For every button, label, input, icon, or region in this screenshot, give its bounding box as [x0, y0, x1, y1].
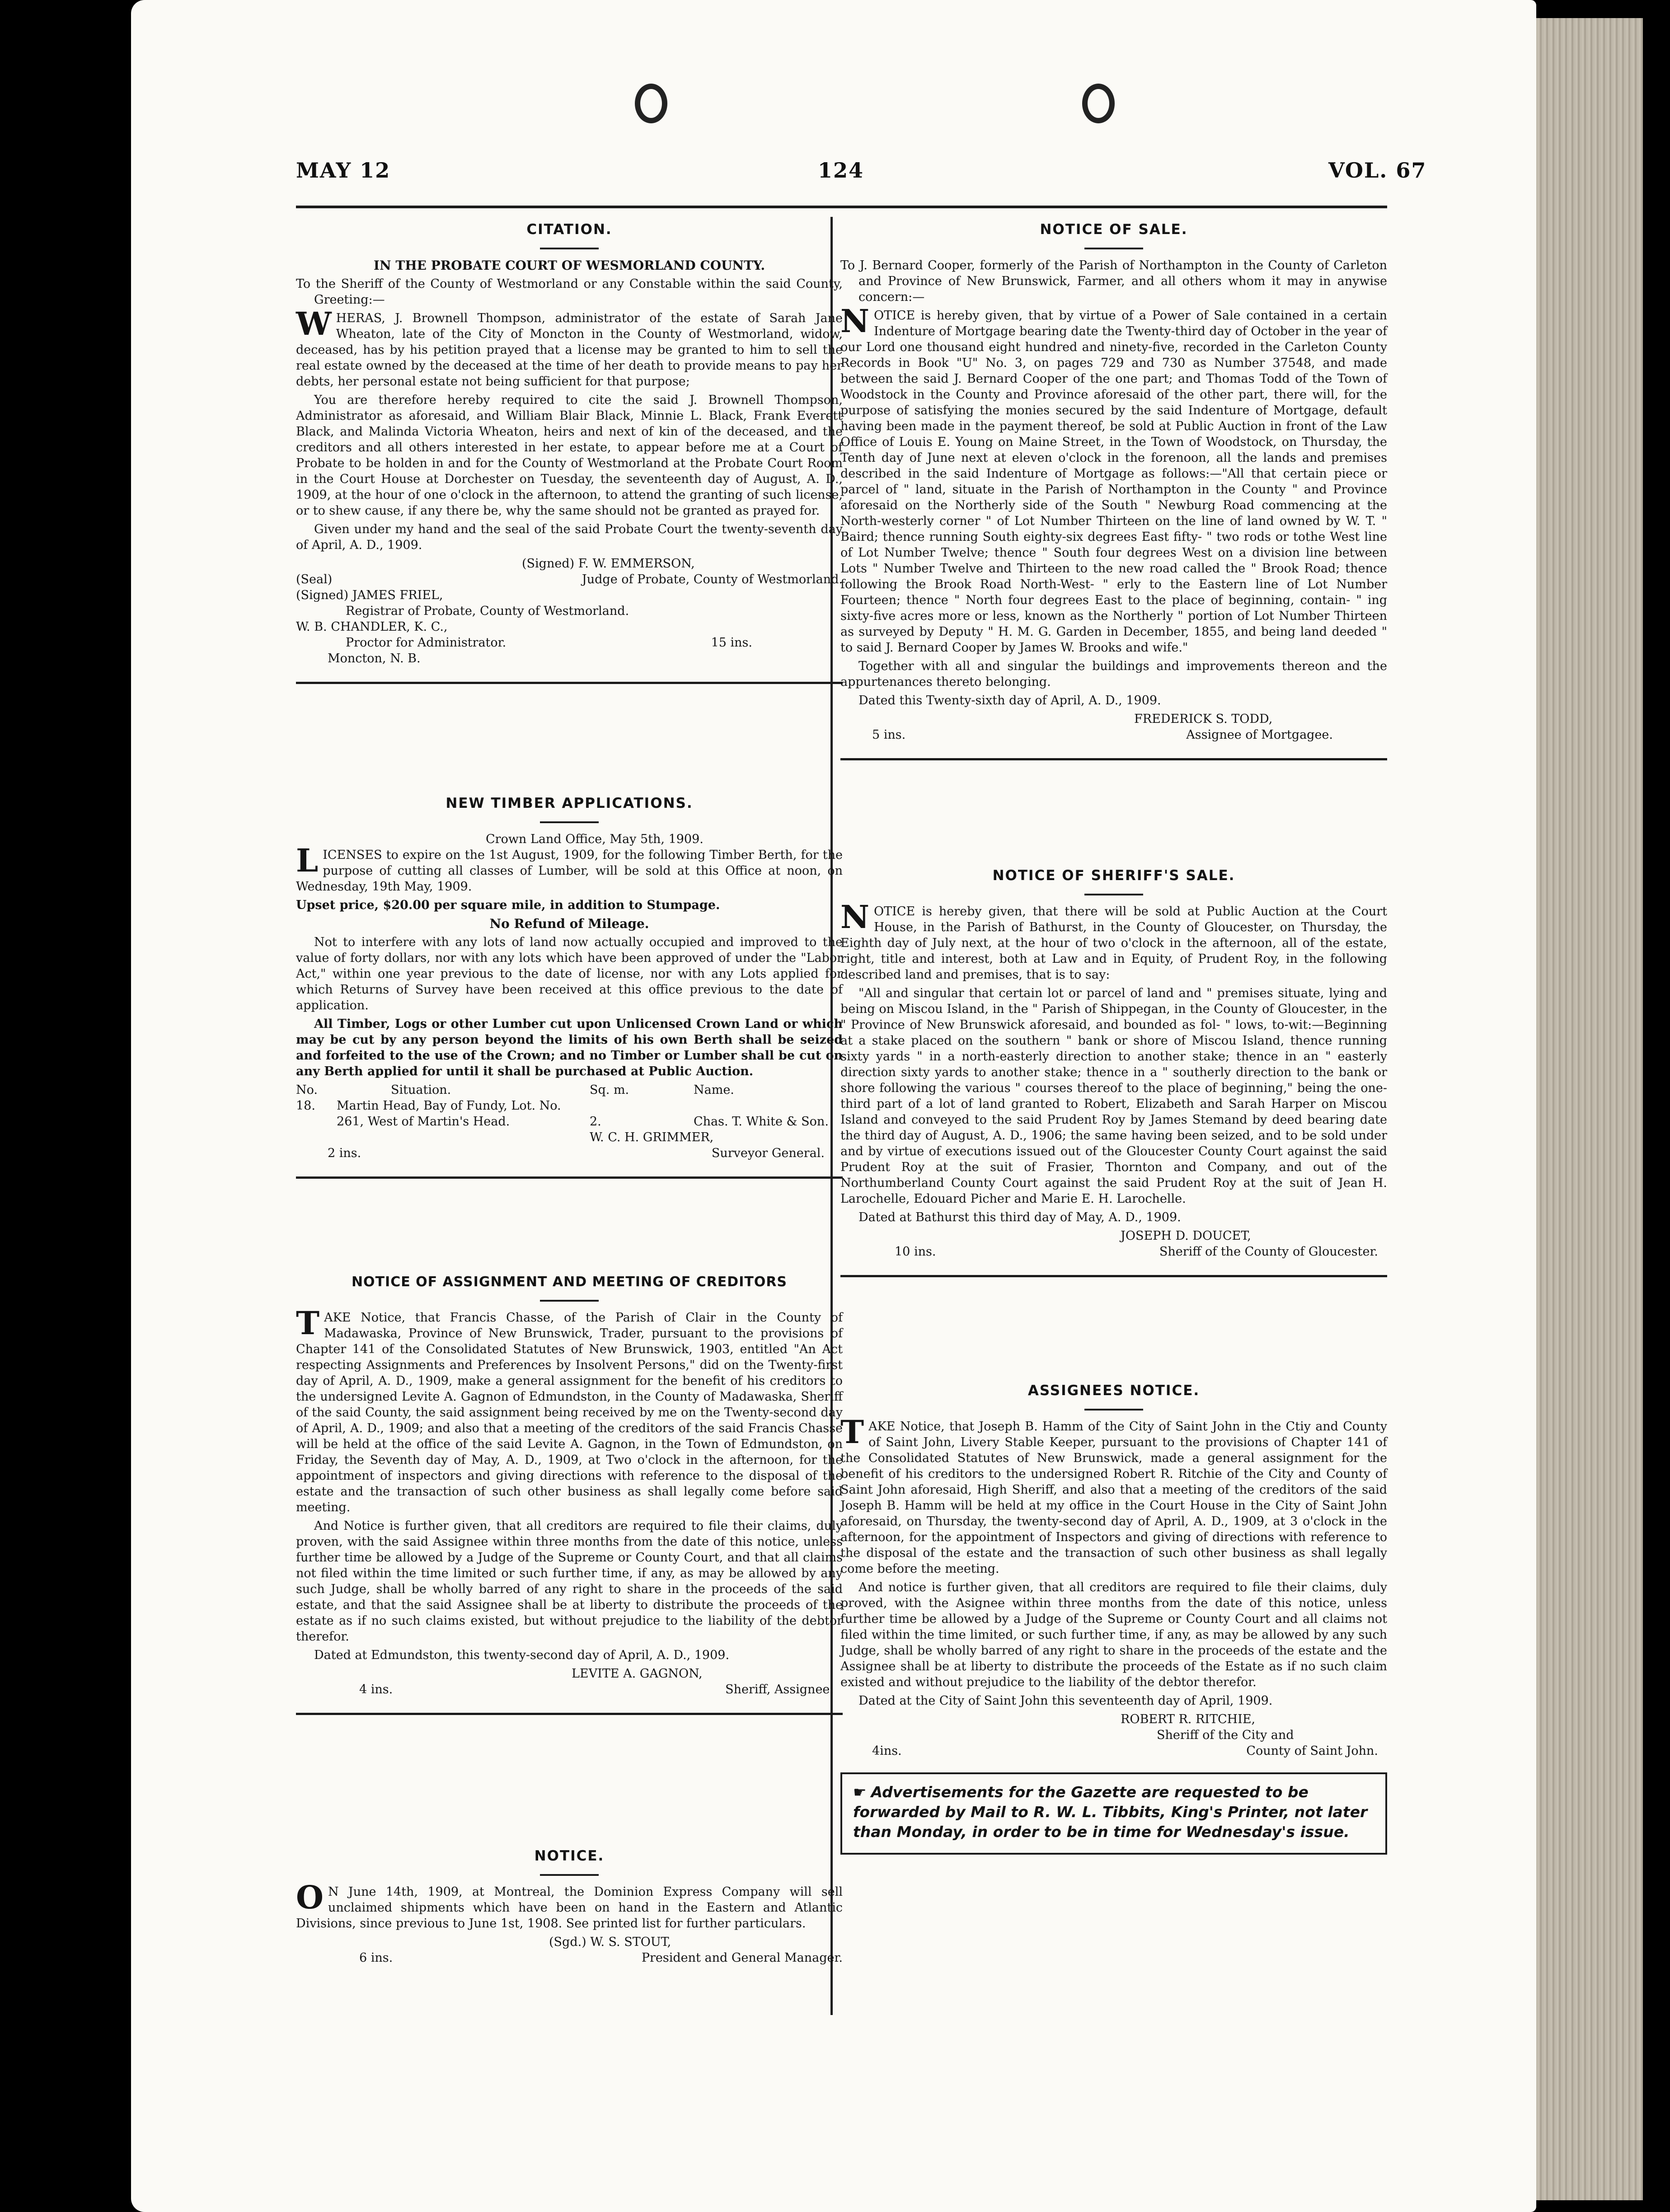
upset-price: Upset price, $20.00 per square mile, in addition to Stumpage.: [296, 898, 720, 912]
pointing-hand-icon: ☛: [853, 1783, 867, 1801]
section-separator: [296, 682, 843, 684]
sale-paragraph-1: OTICE is hereby given, that by virtue of a Power of Sale contained in a certain Indenture of Mortgage bearing date the Twenty-third day of October in the year of our Lord one thousand eight hundred and ninety-five, recorded in the Carleton County Records in Book "U" No. 3, on pages 729 and 730 as Number 37548, and made between the said J. Bernard Cooper of the one part; and Thomas Todd of the Town of Woodstock in the County and Province aforesaid of the other part, there will, for the purpose of satisfying the monies secured by the said Indenture of Mortgage, default having been made in the payment thereof, be sold at Public Auction in front of the Law Office of Louis E. Young on Maine Street, in the Town of Woodstock, on Thursday, the Tenth day of June next at eleven o'clock in the forenoon, all the lands and premises described in the said Indenture of Mortgage as follows:—"All that certain piece or parcel of " land, situate in the Parish of Northampton in the County " and Province aforesaid on the Northerly side of the South " Newburg Road commencing at the North-westerly corner " of Lot Number Thirteen on the line of land owned by W. T. " Baird; thence running South eighty-six degrees East fifty- " two rods or tothe West line of Lot Number Twelve; thence " South four degrees West on a division line between Lots " Number Twelve and Thirteen to the new road called the " Brook Road; thence following the Brook Road North-West- " erly to the Eastern line of Lot Number Fourteen; thence " North four degrees East to the place of beginning, contain- " ing sixty-five acres more or less, known as the Northerly " portion of Lot Number Thirteen as surveyed by Deputy " H. M. G. Garden in December, 1855, and being land deeded " to said J. Bernard Cooper by James W. Brooks and wife.": [840, 309, 1387, 655]
left-column: [296, 212, 843, 2038]
sale-paragraph-2: Together with all and singular the buildings and improvements thereon and the appurtenances thereto belonging.: [840, 659, 1387, 689]
no-refund: No Refund of Mileage.: [489, 916, 649, 931]
section-heading: NEW TIMBER APPLICATIONS.: [446, 795, 693, 811]
citation-notice: [296, 212, 843, 684]
section-heading: NOTICE OF ASSIGNMENT AND MEETING OF CREDITORS: [351, 1274, 788, 1290]
section-separator: [840, 1275, 1387, 1277]
heading-rule: [540, 248, 599, 249]
assignees-paragraph-3: Dated at the City of Saint John this seventeenth day of April, 1909.: [858, 1694, 1273, 1708]
timber-paragraph-2: Not to interfere with any lots of land now actually occupied and improved to the value of forty dollars, nor with any lots which have been approved of under the "Labor Act," within one year previous to the date of license, nor with any Lots applied for which Returns of Survey have been received at this office previous to the date of application.: [296, 935, 843, 1012]
assignment-paragraph-1: AKE Notice, that Francis Chasse, of the Parish of Clair in the County of Madawaska, Province of New Brunswick, Trader, pursuant to the provisions of Chapter 141 of the Consolidated Statutes of New Brunswick, 1903, entitled "An Act respecting Assignments and Preferences by Insolvent Persons," did on the Twenty-first day of April, A. D., 1909, make a general assignment for the benefit of his creditors to the undersigned Levite A. Gagnon of Edmundston, in the County of Madawaska, Sheriff of the said County, the said assignment being received by me on the Twenty-second day of April, A. D., 1909; and also that a meeting of the creditors of the said Francis Chasse will be held at the office of the said Levite A. Gagnon, in the Town of Edmundston, on Friday, the Seventh day of May, A. D., 1909, at Two o'clock in the afternoon, for the appointment of inspectors and giving directions with reference to the disposal of the estate and the transaction of such other business as shall legally come before said meeting.: [296, 1311, 843, 1514]
insertion-count: 6 ins.: [359, 1951, 393, 1965]
assignees-paragraph-1: AKE Notice, that Joseph B. Hamm of the City of Saint John in the Ctiy and County of Saint John, Livery Stable Keeper, pursuant to the provisions of Chapter 141 of the Consolidated Statutes of New Brunswick, made a general assignment for the benefit of his creditors to the undersigned Robert R. Ritchie of the City and County of Saint John aforesaid, High Sheriff, and also that a meeting of the creditors of the said Joseph B. Hamm will be held at my office in the Court House in the City of Saint John aforesaid, on Thursday, the twenty-second day of April, A. D., 1909, at 3 o'clock in the afternoon, for the appointment of Inspectors and giving of directions with reference to the disposal of the estate and the transaction of such other business as shall legally come before the meeting.: [840, 1420, 1387, 1576]
right-column: [840, 212, 1387, 2038]
citation-paragraph-3: Given under my hand and the seal of the said Probate Court the twenty-seventh day of April, A. D., 1909.: [296, 522, 843, 552]
judge-title: Judge of Probate, County of Westmorland.: [582, 572, 843, 586]
signer-name: (Sgd.) W. S. STOUT,: [549, 1935, 671, 1949]
running-head-date: MAY 12: [296, 158, 391, 183]
row-situation: Martin Head, Bay of Fundy, Lot. No. 261, West of Martin's Head.: [337, 1099, 561, 1129]
drop-cap: W: [296, 305, 332, 342]
signer-title: Sheriff, Assignee.: [725, 1682, 834, 1696]
heading-rule: [540, 1300, 599, 1302]
sale-address: To J. Bernard Cooper, formerly of the Parish of Northampton in the County of Carleton and Province of New Brunswick, Farmer, and all others whom it may in anywise concern:—: [840, 258, 1387, 304]
citation-place: Moncton, N. B.: [328, 651, 421, 665]
citation-paragraph-2: You are therefore hereby required to cite the said J. Brownell Thompson, Administrator as aforesaid, and William Blair Black, Minnie L. Black, Frank Everett Black, and Malinda Victoria Wheaton, heirs and next of kin of the deceased, and the creditors and all others interested in her estate, to appear before me at a Court of Probate to be holden in and for the County of Westmorland at the Probate Court Room in the Court House at Dorchester on Tuesday, the seventeenth day of August, A. D., 1909, at the hour of one o'clock in the afternoon, to attend the granting of such license, or to shew cause, if any there be, why the same should not be granted as prayed for.: [296, 393, 843, 518]
sale-notice: [840, 212, 1387, 760]
punch-hole-left: [635, 84, 667, 123]
citation-address: To the Sheriff of the County of Westmorland or any Constable within the said County, Greeting:—: [296, 277, 843, 307]
berth-table-header: [296, 1082, 843, 1098]
page-stack-edge: [1536, 18, 1643, 2200]
heading-rule: [540, 1874, 599, 1876]
section-separator: [296, 1176, 843, 1179]
timber-paragraph-1: ICENSES to expire on the 1st August, 1909, for the following Timber Berth, for the purpose of cutting all classes of Lumber, will be sold at this Office at noon, on Wednesday, 19th May, 1909.: [296, 848, 843, 894]
insertion-count: 2 ins.: [328, 1146, 361, 1160]
drop-cap: L: [296, 842, 319, 879]
timber-applications: [296, 786, 843, 1179]
seal-label: (Seal): [296, 572, 333, 586]
row-name: Chas. T. White & Son.: [694, 1115, 829, 1129]
sheriff-sale-paragraph-2: "All and singular that certain lot or parcel of land and " premises situate, lying and being on Miscou Island, in the " Parish of Shippegan, in the County of Gloucester, in the " Province of New Brunswick aforesaid, and bounded as fol- " lows, to-wit:—Beginning at a stake placed on the southern " bank or shore of Miscou Island, thence running sixty yards " in a north-easterly direction to another stake; thence in an " easterly direction sixty yards to another stake; thence in a " southerly direction to the bank or shore following the various " courses thereof to the place of beginning," being the one-third part of a lot of land granted to Robert, Elizabeth and Sarah Harper on Miscou Island and conveyed to the said Prudent Roy by James Stemand by deed bearing date the third day of August, A. D., 1906; the same having been seized, and to be sold under and by virtue of executions issued out of the Gloucester County Court against the said Prudent Roy at the suit of Frasier, Thornton and Company, and out of the Northumberland County Court against the said Prudent Roy at the suit of Jean H. Larochelle, Edouard Picher and Marie E. H. Larochelle.: [840, 986, 1387, 1206]
insertion-count: 5 ins.: [872, 728, 906, 742]
signer-name: LEVITE A. GAGNON,: [572, 1667, 703, 1681]
crown-land-office-date: Crown Land Office, May 5th, 1909.: [486, 832, 704, 846]
signer-title: Surveyor General.: [711, 1146, 825, 1160]
insertion-count: 15 ins.: [711, 636, 752, 650]
advertisement-notice-text: Advertisements for the Gazette are requested to be forwarded by Mail to R. W. L. Tibbits, King's Printer, not later than Monday, in order to be in time for Wednesday's issue.: [853, 1783, 1368, 1841]
section-heading: NOTICE OF SHERIFF'S SALE.: [992, 867, 1235, 884]
row-no: 18.: [296, 1099, 315, 1113]
section-heading: ASSIGNEES NOTICE.: [1027, 1382, 1200, 1399]
running-head-page-number: 124: [818, 158, 864, 183]
berth-table-row: [296, 1098, 843, 1129]
running-head-volume: VOL. 67: [1328, 158, 1427, 183]
notice-paragraph-1: N June 14th, 1909, at Montreal, the Dominion Express Company will sell unclaimed shipments which have been on hand in the Eastern and Atlantic Divisions, since previous to June 1st, 1908. See printed list for further particulars.: [296, 1885, 843, 1931]
drop-cap: T: [840, 1413, 864, 1451]
section-heading: NOTICE.: [534, 1848, 605, 1864]
signer-title-line-1: Sheriff of the City and: [1157, 1728, 1294, 1742]
assignment-notice: [296, 1265, 843, 1715]
citation-paragraph-1: HERAS, J. Brownell Thompson, administrator of the estate of Sarah Jane Wheaton, late of the City of Moncton in the County of Westmorland, widow, deceased, has by his petition prayed that a license may be granted to him to sell the real estate owned by the deceased at the time of her death to provide means to pay her debts, her personal estate not being sufficient for that purpose;: [296, 311, 843, 389]
signer-name: W. C. H. GRIMMER,: [590, 1130, 714, 1144]
assignment-paragraph-2: And Notice is further given, that all creditors are required to file their claims, duly proven, with the said Assignee within three months from the date of this notice, unless further time be allowed by a Judge of the Supreme or County Court, and that all claims not filed within the time limited or such further time, if any, as may be allowed by any such Judge, shall be wholly barred of any right to share in the proceeds of the said estate, and that the said Assignee shall be at liberty to distribute the proceeds of the estate as if no such claims existed, but without prejudice to the liability of the debtor therefor.: [296, 1519, 843, 1644]
drop-cap: O: [296, 1879, 324, 1916]
header-no: No.: [296, 1083, 318, 1097]
heading-rule: [1084, 248, 1143, 249]
heading-rule: [1084, 1409, 1143, 1411]
header-situation: Situation.: [391, 1083, 451, 1097]
header-sqm: Sq. m.: [590, 1083, 629, 1097]
row-sqm: 2.: [590, 1115, 601, 1129]
signature-judge: (Signed) F. W. EMMERSON,: [522, 557, 695, 571]
proctor-title: Proctor for Administrator.: [346, 636, 507, 650]
header-name: Name.: [694, 1083, 734, 1097]
signer-title: Sheriff of the County of Gloucester.: [1159, 1245, 1378, 1259]
signature-registrar: (Signed) JAMES FRIEL,: [296, 588, 443, 602]
sheriff-sale-notice: [840, 858, 1387, 1277]
registrar-title: Registrar of Probate, County of Westmorland.: [346, 604, 629, 618]
drop-cap: N: [840, 302, 869, 340]
signer-name: JOSEPH D. DOUCET,: [1121, 1229, 1251, 1243]
timber-paragraph-3: All Timber, Logs or other Lumber cut upon Unlicensed Crown Land or which may be cut by any person beyond the limits of his own Berth shall be seized and forfeited to the use of the Crown; and no Timber or Lumber shall be cut on any Berth applied for until it shall be purchased at Public Auction.: [296, 1017, 843, 1078]
advertisement-notice-box: [840, 1772, 1387, 1855]
sheriff-sale-paragraph-1: OTICE is hereby given, that there will be sold at Public Auction at the Court House, in the Parish of Bathurst, in the County of Gloucester, on Thursday, the Eighth day of July next, at the hour of two o'clock in the afternoon, all of the estate, right, title and interest, both at Law and in Equity, of Prudent Roy, in the following described land and premises, that is to say:: [840, 904, 1387, 982]
sheriff-sale-paragraph-3: Dated at Bathurst this third day of May, A. D., 1909.: [858, 1210, 1181, 1224]
signer-title-line-2: County of Saint John.: [1246, 1744, 1378, 1758]
signer-name: ROBERT R. RITCHIE,: [1121, 1712, 1256, 1726]
section-separator: [296, 1713, 843, 1715]
express-notice: [296, 1839, 843, 1966]
drop-cap: T: [296, 1304, 320, 1342]
heading-rule: [1084, 894, 1143, 895]
signer-title: Assignee of Mortgagee.: [1186, 728, 1333, 742]
section-separator: [840, 758, 1387, 760]
assignees-notice: [840, 1373, 1387, 1855]
assignment-paragraph-3: Dated at Edmundston, this twenty-second day of April, A. D., 1909.: [314, 1648, 730, 1662]
insertion-count: 4 ins.: [359, 1682, 393, 1696]
signer-title: President and General Manager.: [641, 1951, 843, 1965]
court-title: IN THE PROBATE COURT OF WESMORLAND COUNTY.: [373, 258, 765, 273]
sale-paragraph-3: Dated this Twenty-sixth day of April, A. D., 1909.: [858, 694, 1161, 708]
insertion-count: 4ins.: [872, 1744, 902, 1758]
header-rule: [296, 206, 1387, 208]
section-heading: CITATION.: [526, 221, 612, 238]
section-heading: NOTICE OF SALE.: [1040, 221, 1188, 238]
proctor-name: W. B. CHANDLER, K. C.,: [296, 620, 448, 634]
signer-name: FREDERICK S. TODD,: [1134, 712, 1273, 726]
assignees-paragraph-2: And notice is further given, that all creditors are required to file their claims, duly proved, with the Asignee within three months from the date of this notice, unless further time be allowed by a Judge of the Supreme or County Court and all claims not filed within the time limited, or such further time, if any, as may be allowed by any such Judge, shall be wholly barred of any right to share in the proceeds of the estate and the Assignee shall be at liberty to distribute the proceeds of the Estate as if no such claim existed and without prejudice to the liability of the debtor therefor.: [840, 1580, 1387, 1689]
punch-hole-right: [1082, 84, 1115, 123]
drop-cap: N: [840, 898, 869, 936]
insertion-count: 10 ins.: [895, 1245, 936, 1259]
heading-rule: [540, 821, 599, 823]
